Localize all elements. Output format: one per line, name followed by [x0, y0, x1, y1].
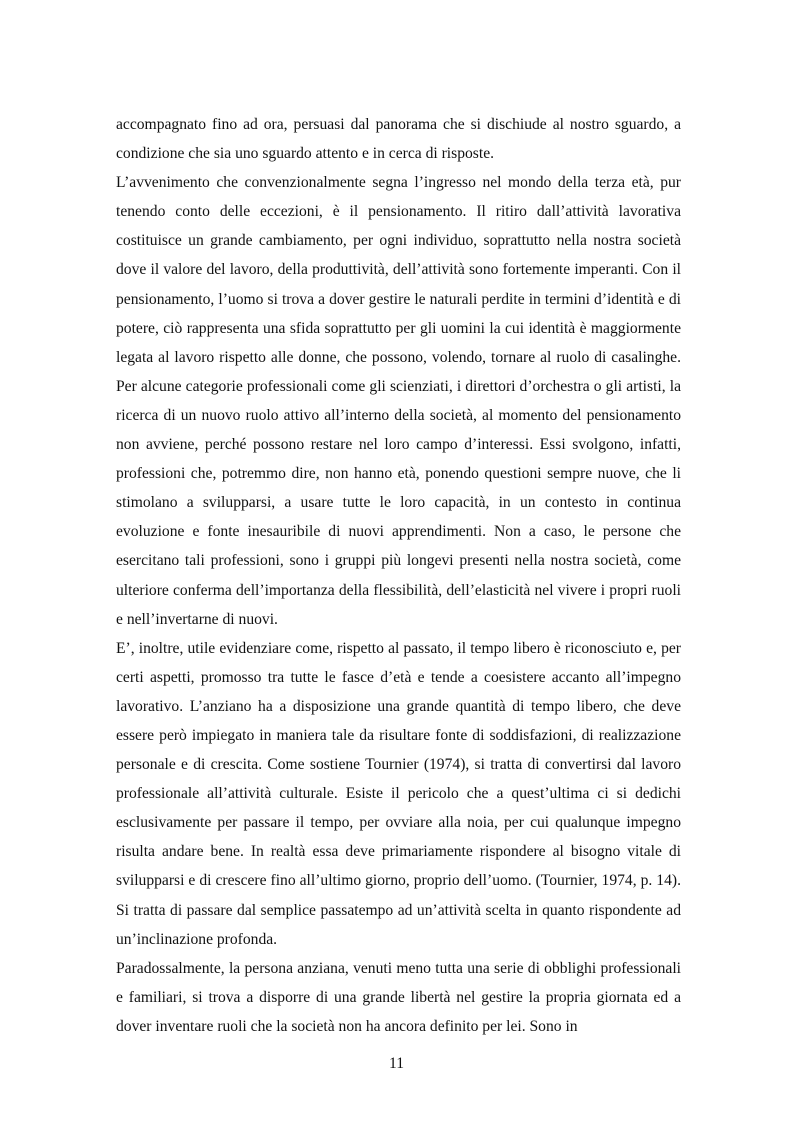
body-text: [116, 110, 681, 1041]
paragraph-continuation: accompagnato fino ad ora, persuasi dal panorama che si dischiude al nostro sguardo, a condizione che sia uno sguardo attento e in cerca di risposte.: [116, 116, 681, 163]
paragraph-pensionamento: L’avvenimento che convenzionalmente segna l’ingresso nel mondo della terza età, pur tenendo conto delle eccezioni, è il pensionamento. Il ritiro dall’attività lavorativa costituisce un grande cambiamento, per ogni individuo, soprattutto nella nostra società dove il valore del lavoro, della produttività, dell’attività sono fortemente imperanti. Con il pensionamento, l’uomo si trova a dover gestire le naturali perdite in termini d’identità e di potere, ciò rappresenta una sfida soprattutto per gli uomini la cui identità è maggiormente legata al lavoro rispetto alle donne, che possono, volendo, tornare al ruolo di casalinghe. Per alcune categorie professionali come gli scienziati, i direttori d’orchestra o gli artisti, la ricerca di un nuovo ruolo attivo all’interno della società, al momento del pensionamento non avviene, perché possono restare nel loro campo d’interessi. Essi svolgono, infatti, professioni che, potremmo dire, non hanno età, ponendo questioni sempre nuove, che li stimolano a svilupparsi, a usare tutte le loro capacità, in un contesto in continua evoluzione e fonte inesauribile di nuovi apprendimenti. Non a caso, le persone che esercitano tali professioni, sono i gruppi più longevi presenti nella nostra società, come ulteriore conferma dell’importanza della flessibilità, dell’elasticità nel vivere i propri ruoli e nell’invertarne di nuovi.: [116, 174, 681, 628]
paragraph-tempo-libero: E’, inoltre, utile evidenziare come, rispetto al passato, il tempo libero è riconosciuto e, per certi aspetti, promosso tra tutte le fasce d’età e tende a coesistere accanto all’impegno lavorativo. L’anziano ha a disposizione una grande quantità di tempo libero, che deve essere però impiegato in maniera tale da risultare fonte di soddisfazioni, di realizzazione personale e di crescita. Come sostiene Tournier (1974), si tratta di convertirsi dal lavoro professionale all’attività culturale. Esiste il pericolo che a quest’ultima ci si dedichi esclusivamente per passare il tempo, per ovviare alla noia, per cui qualunque impegno risulta andare bene. In realtà essa deve primariamente rispondere al bisogno vitale di svilupparsi e di crescere fino all’ultimo giorno, proprio dell’uomo. (Tournier, 1974, p. 14). Si tratta di passare dal semplice passatempo ad un’attività scelta in quanto rispondente ad un’inclinazione profonda.: [116, 639, 681, 948]
paragraph-paradossalmente: Paradossalmente, la persona anziana, venuti meno tutta una serie di obblighi professionali e familiari, si trova a disporre di una grande libertà nel gestire la propria giornata ed a dover inventare ruoli che la società non ha ancora definito per lei. Sono in: [116, 959, 681, 1035]
page-number: 11: [388, 1055, 404, 1072]
